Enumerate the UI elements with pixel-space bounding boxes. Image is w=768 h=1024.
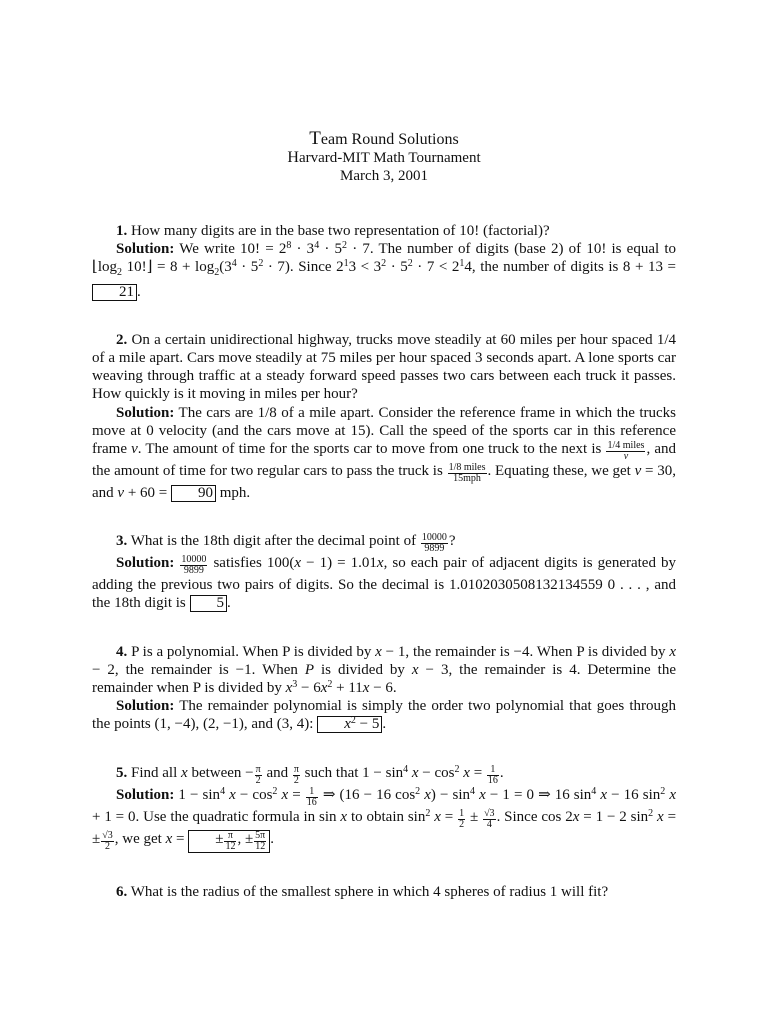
solution-5: Solution: $1 - \sin^4 x - \cos^2 x$ = $\frac{1}{16}$ ⇒ (16 − 16 $\cos^2 x) - \sin^4 x - 1 = 0$ ⇒ 16 $\sin^4 x - 16$ $\sin^2 x + 1 = 0$. Use the quadratic formula in sin x to obtain $\sin^2 x$ = $\frac{1}{2}$ ± $\frac{√3}{4}$ . Since cos 2x = 1 − 2 $\sin^2 x$ = ± $\frac{√3}{2}$ , we get x = ± $\frac{\pi}{12}$ , ± $\frac{5\pi}{12}$ . [92, 785, 677, 852]
answer-box-1: 21 [92, 284, 137, 301]
problem-3 [92, 532, 676, 612]
problem-2 [92, 331, 676, 502]
header [92, 130, 676, 185]
fraction-10000-9899-b: $\frac{10000}{9899}$ [181, 554, 207, 577]
fraction-eighth-mile: $\frac{\text{1/8 miles}}{\text{15mph}}$ [448, 462, 486, 485]
document-date: March 3, 2001 [340, 168, 428, 184]
fraction-1-16-b: $\frac{1}{16}$ [306, 785, 317, 808]
fraction-5pi-12: $\frac{5\pi}{12}$ [255, 829, 266, 852]
document-title: Team Round Solutions [309, 128, 459, 149]
question-2: 2. On a certain unidirectional highway, trucks move steadily at 60 miles per hour spaced 1/4 of a mile apart. Cars move steadily at 75 miles per hour spaced 3 seconds apart. A lone sports car weaving through traffic at a steady forward speed passes two cars between each truck it passes. How quickly is it moving in miles per hour? [92, 331, 677, 403]
question-6: 6. What is the radius of the smallest sphere in which 4 spheres of radius 1 will fit? [116, 883, 609, 900]
solution-3: Solution: $\frac{10000}{9899}$ satisfies 100(x − 1) = 1.01x, so each pair of adjacent digits is generated by adding the previous two pairs of digits. So the decimal is 1.0102030508132134559 0 . . . , and the 18th digit is 5 . [92, 554, 676, 612]
answer-box-5: ± $\frac{\pi}{12}$ , ± $\frac{5\pi}{12}$ [188, 830, 270, 853]
fraction-pi-2-b: $\frac{\pi}{2}$ [293, 763, 299, 786]
solution-1: Solution: We write 10! = $2^8 \cdot 3^4 \cdot 5^2 \cdot 7$. The number of digits (base 2) of 10! is equal to $⌊\log_2$ 10!⌋ = $8 + \log_2(3^4 \cdot 5^2 \cdot 7)$. Since $2^13 < 3^2 \cdot 5^2 \cdot 7 < 2^14$, the number of digits is 8 + 13 = 21 . [92, 240, 676, 300]
fraction-1-2: $\frac{1}{2}$ [459, 807, 465, 830]
fraction-10000-9899: $\frac{10000}{9899}$ [421, 532, 447, 555]
question-1: 1. How many digits are in the base two representation of 10! (factorial)? [116, 223, 550, 239]
solution-2: Solution: The cars are 1/8 of a mile apart. Consider the reference frame in which the trucks move at 0 velocity (and the cars move at 15). Call the speed of the sports car in this reference frame v. The amount of time for the sports car to move from one truck to the next is $\frac{\text{1/4 miles}}{v}$ , and the amount of time for two regular cars to pass the truck is $\frac{\text{1/8 miles}}{\text{15mph}}$ . Equating these, we get v = 30, and v + 60 = 90 mph. [92, 404, 677, 502]
fraction-root3-2: $\frac{√3}{2}$ [102, 829, 113, 852]
fraction-pi-2: $\frac{\pi}{2}$ [255, 763, 261, 786]
problems [92, 222, 676, 901]
question-4: 4. P is a polynomial. When P is divided by x − 1, the remainder is −4. When P is divided by x − 2, the remainder is −1. When P is divided by x − 3, the remainder is 4. Determine the remainder when P is divided by $x^3 - 6x^2 + 11x - 6$. [92, 643, 677, 697]
fraction-quarter-mile: $\frac{\text{1/4 miles}}{v}$ [607, 440, 645, 463]
fraction-root3-4: $\frac{√3}{4}$ [484, 807, 495, 830]
answer-box-4: $x^2 - 5$ [317, 716, 382, 733]
problem-6 [92, 883, 676, 901]
answer-box-3: 5 [190, 595, 228, 612]
fraction-pi-12: $\frac{\pi}{12}$ [225, 829, 236, 852]
problem-1 [92, 222, 676, 301]
document-subtitle: Harvard-MIT Math Tournament [287, 149, 481, 166]
solution-4: Solution: The remainder polynomial is simply the order two polynomial that goes through the points (1, −4), (2, −1), and (3, 4): $x^2 - 5$ . [92, 698, 676, 733]
problem-4 [92, 643, 676, 734]
question-5: 5. Find all x between − $\frac{\pi}{2}$ and $\frac{\pi}{2}$ such that $1 - \sin^4 x - \cos^2 x$ = $\frac{1}{16}$ . [116, 763, 504, 786]
fraction-1-16: $\frac{1}{16}$ [487, 763, 498, 786]
problem-5 [92, 764, 676, 853]
answer-box-2: 90 [171, 485, 216, 502]
question-3: 3. What is the 18th digit after the decimal point of $\frac{10000}{9899}$ ? [116, 532, 456, 555]
